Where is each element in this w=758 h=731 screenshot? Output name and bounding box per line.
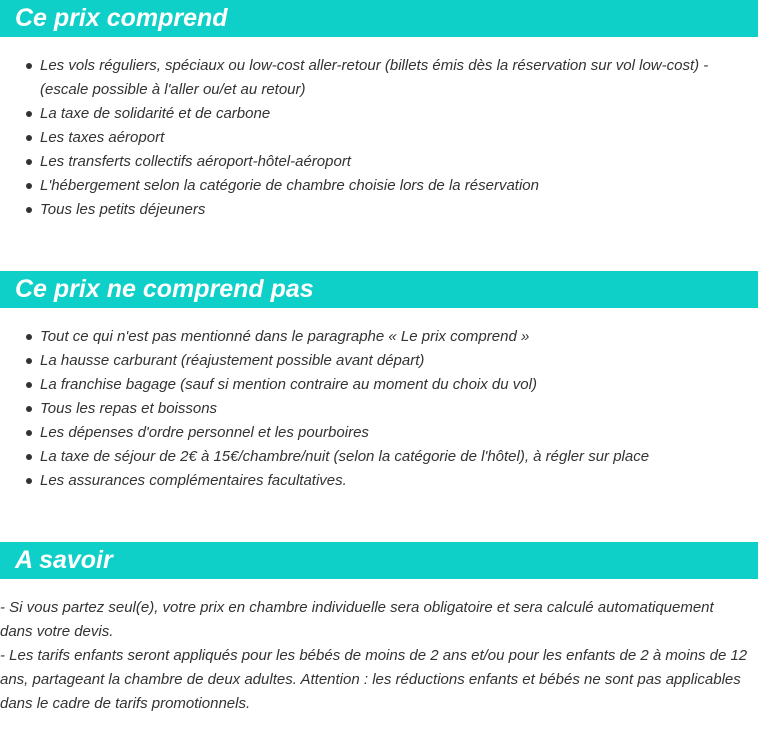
list-item: Les transferts collectifs aéroport-hôtel-aéroport — [0, 150, 758, 174]
info-paragraph: - Si vous partez seul(e), votre prix en chambre individuelle sera obligatoire et sera calculé automatiquement dans votre devis. — [0, 599, 714, 640]
section-header — [0, 542, 758, 579]
bullet-icon — [26, 454, 32, 460]
list-item: Les assurances complémentaires facultatives. — [0, 469, 758, 493]
bullet-icon — [26, 382, 32, 388]
bullet-icon — [26, 159, 32, 165]
list-item: Tout ce qui n'est pas mentionné dans le paragraphe « Le prix comprend » — [0, 325, 758, 349]
bullet-icon — [26, 406, 32, 412]
section-header — [0, 271, 758, 308]
bullet-icon — [26, 63, 32, 69]
bullet-icon — [26, 358, 32, 364]
bullet-icon — [26, 135, 32, 141]
section-header — [0, 0, 758, 37]
info-paragraph: - Les tarifs enfants seront appliqués pour les bébés de moins de 2 ans et/ou pour les enfants de 2 à moins de 12 ans, partageant la chambre de deux adultes. Attention : les réductions enfants et bébés ne sont pas applicables dans le cadre de tarifs promotionnels. — [0, 647, 748, 712]
included-list — [0, 54, 758, 222]
list-item: La taxe de séjour de 2€ à 15€/chambre/nuit (selon la catégorie de l'hôtel), à régler sur place — [0, 445, 758, 469]
list-item: Les vols réguliers, spéciaux ou low-cost aller-retour (billets émis dès la réservation sur vol low-cost) - (escale possible à l'aller ou/et au retour) — [0, 54, 758, 102]
list-item: La franchise bagage (sauf si mention contraire au moment du choix du vol) — [0, 373, 758, 397]
list-item: Tous les petits déjeuners — [0, 198, 758, 222]
section-title: Ce prix ne comprend pas — [15, 275, 314, 303]
bullet-icon — [26, 430, 32, 436]
list-item: Les dépenses d'ordre personnel et les pourboires — [0, 421, 758, 445]
bullet-icon — [26, 111, 32, 117]
section-title: A savoir — [15, 546, 113, 574]
not-included-list — [0, 325, 758, 493]
info-paragraphs — [0, 596, 758, 716]
bullet-icon — [26, 478, 32, 484]
bullet-icon — [26, 183, 32, 189]
section-included — [0, 0, 758, 222]
list-item: Les taxes aéroport — [0, 126, 758, 150]
list-item: Tous les repas et boissons — [0, 397, 758, 421]
list-item: La hausse carburant (réajustement possible avant départ) — [0, 349, 758, 373]
section-title: Ce prix comprend — [15, 4, 228, 32]
section-not-included — [0, 271, 758, 493]
section-good-to-know — [0, 542, 758, 716]
list-item: La taxe de solidarité et de carbone — [0, 102, 758, 126]
bullet-icon — [26, 334, 32, 340]
list-item: L'hébergement selon la catégorie de chambre choisie lors de la réservation — [0, 174, 758, 198]
bullet-icon — [26, 207, 32, 213]
